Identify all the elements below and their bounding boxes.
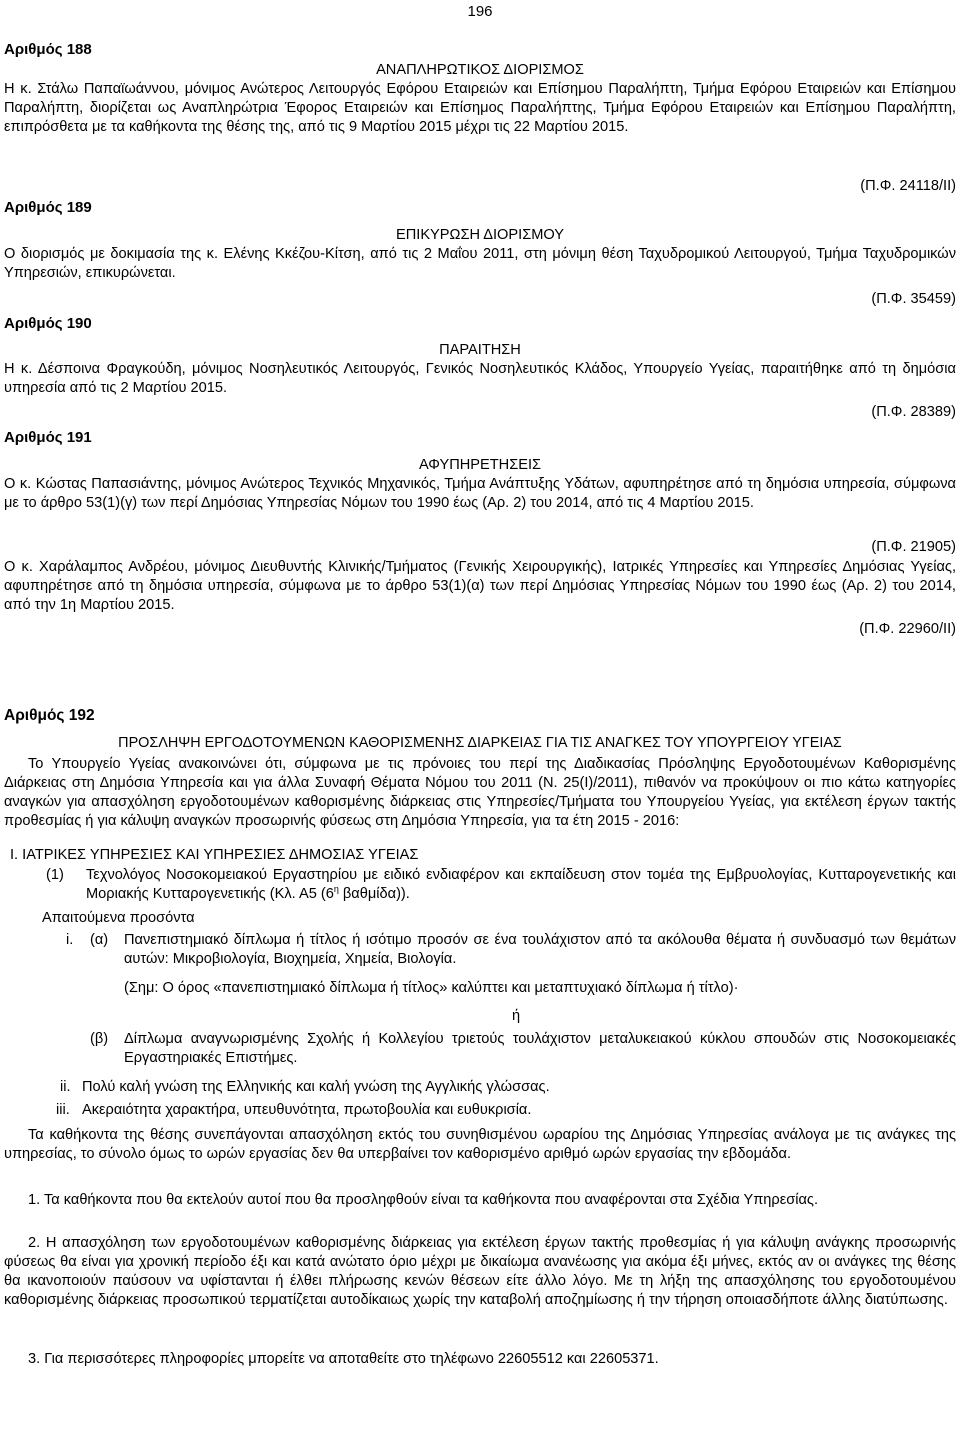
paragraph-3: 3. Για περισσότερες πληροφορίες μπορείτε να αποταθείτε στο τηλέφωνο 22605512 και 22605371. xyxy=(28,1351,659,1367)
notice-ref-191-a: (Π.Φ. 21905) xyxy=(871,539,956,555)
item-1-label: (1) xyxy=(46,867,64,883)
notice-number-189: Αριθμός 189 xyxy=(4,199,92,216)
notice-title-188: ΑΝΑΠΛΗΡΩΤΙΚΟΣ ΔΙΟΡΙΣΜΟΣ xyxy=(376,62,584,78)
item-1 xyxy=(46,866,956,904)
notice-number-191: Αριθμός 191 xyxy=(4,429,92,446)
notice-ref-189: (Π.Φ. 35459) xyxy=(871,291,956,307)
notice-title-191: ΑΦΥΠΗΡΕΤΗΣΕΙΣ xyxy=(418,457,542,473)
required-qualifications-label: Απαιτούμενα προσόντα xyxy=(42,910,195,926)
duties-paragraph: Τα καθήκοντα της θέσης συνεπάγονται απασχόληση εκτός του συνηθισμένου ωραρίου της Δημόσιας Υπηρεσίας ανάλογα με τις ανάγκες της υπηρεσίας, το σύνολο όμως το ωρών εργασίας δεν θα υπερβαίνει τον καθορισμένο αριθμό ωρών εργασίας την εβδομάδα. xyxy=(4,1127,956,1162)
qualification-b-text: Δίπλωμα αναγνωρισμένης Σχολής ή Κολλεγίου τριετούς τουλάχιστον μεταλυκειακού κύκλου σπουδών στις Νοσοκομειακές Εργαστηριακές Επιστήμες. xyxy=(124,1031,956,1066)
notice-number-190: Αριθμός 190 xyxy=(4,315,92,332)
notice-body-190: Η κ. Δέσποινα Φραγκούδη, μόνιμος Νοσηλευτικός Λειτουργός, Γενικός Νοσηλευτικός Κλάδος, Υπουργείο Υγείας, παραιτήθηκε από τη δημόσια υπηρεσία από τις 2 Μαρτίου 2015. xyxy=(4,361,956,396)
notice-body-189: Ο διορισμός με δοκιμασία της κ. Ελένης Κκέζου-Κίτση, από τις 2 Μαΐου 2011, στη μόνιμη θέση Ταχυδρομικού Λειτουργού, Τμήμα Ταχυδρομικών Υπηρεσιών, επικυρώνεται. xyxy=(4,246,956,281)
qualification-or: ή xyxy=(512,1008,521,1024)
notice-ref-191-b: (Π.Φ. 22960/ΙΙ) xyxy=(859,621,956,637)
item-1-text-tail: βαθμίδα)). xyxy=(338,886,410,902)
qualification-a-text: Πανεπιστημιακό δίπλωμα ή τίτλος ή ισότιμο προσόν σε ένα τουλάχιστον από τα ακόλουθα θέματα ή συνδυασμό των θεμάτων αυτών: Μικροβιολογία, Βιοχημεία, Χημεία, Βιολογία. xyxy=(124,932,956,967)
qualification-a-label: (α) xyxy=(90,932,109,948)
qualification-note: (Σημ: Ο όρος «πανεπιστημιακό δίπλωμα ή τίτλος» καλύπτει και μεταπτυχιακό δίπλωμα ή τίτλο)· xyxy=(124,980,739,996)
item-1-sup: η xyxy=(333,884,339,895)
notice-body-188: Η κ. Στάλω Παπαϊωάννου, μόνιμος Ανώτερος Λειτουργός Εφόρου Εταιρειών και Επίσημου Παραλήπτη, Τμήμα Εφόρου Εταιρειών και Επίσημου Παραλήπτη, διορίζεται ως Αναπληρώτρια Έφορος Εταιρειών και Επίσημος Παραλήπτης, Τμήμα Εφόρου Εταιρειών και Επίσημου Παραλήπτη, επιπρόσθετα με τα καθήκοντα της θέσης της, από τις 9 Μαρτίου 2015 μέχρι τις 22 Μαρτίου 2015. xyxy=(4,81,956,135)
notice-number-192: Αριθμός 192 xyxy=(4,707,95,724)
section-heading-I: Ι. ΙΑΤΡΙΚΕΣ ΥΠΗΡΕΣΙΕΣ ΚΑΙ ΥΠΗΡΕΣΙΕΣ ΔΗΜΟΣΙΑΣ ΥΓΕΙΑΣ xyxy=(10,847,419,863)
notice-title-192: ΠΡΟΣΛΗΨΗ ΕΡΓΟΔΟΤΟΥΜΕΝΩΝ ΚΑΘΟΡΙΣΜΕΝΗΣ ΔΙΑΡΚΕΙΑΣ ΓΙΑ ΤΙΣ ΑΝΑΓΚΕΣ ΤΟΥ ΥΠΟΥΡΓΕΙΟΥ ΥΓΕΙΑΣ xyxy=(118,735,842,751)
qualification-iii-label: iii. xyxy=(56,1102,70,1118)
qualification-b-label: (β) xyxy=(90,1031,109,1047)
qualification-i-label: i. xyxy=(66,932,74,948)
notice-body-191-b: Ο κ. Χαράλαμπος Ανδρέου, μόνιμος Διευθυντής Κλινικής/Τμήματος (Γενικής Χειρουργικής), Ιατρικές Υπηρεσίες και Υπηρεσίες Δημόσιας Υγείας, αφυπηρέτησε από τη δημόσια υπηρεσία, σύμφωνα με το άρθρο 53(1)(α) των περί Δημόσιας Υπηρεσίας Νόμων του 1990 έως (Αρ. 2) του 2014, από την 1η Μαρτίου 2015. xyxy=(4,559,956,613)
qualification-ii-text: Πολύ καλή γνώση της Ελληνικής και καλή γνώση της Αγγλικής γλώσσας. xyxy=(82,1079,550,1095)
qualification-iii-text: Ακεραιότητα χαρακτήρα, υπευθυνότητα, πρωτοβουλία και ευθυκρισία. xyxy=(82,1102,532,1118)
qualification-ii-label: ii. xyxy=(60,1079,71,1095)
notice-body-191-a: Ο κ. Κώστας Παπασιάντης, μόνιμος Ανώτερος Τεχνικός Μηχανικός, Τμήμα Ανάπτυξης Υδάτων, αφυπηρέτησε από τη δημόσια υπηρεσία, σύμφωνα με το άρθρο 53(1)(γ) των περί Δημόσιας Υπηρεσίας Νόμων του 1990 έως (Αρ. 2) του 2014, από τις 4 Μαρτίου 2015. xyxy=(4,476,956,511)
notice-intro-192: Το Υπουργείο Υγείας ανακοινώνει ότι, σύμφωνα με τις πρόνοιες του περί της Διαδικασίας Πρόσληψης Εργοδοτουμένων Καθορισμένης Διάρκειας στη Δημόσια Υπηρεσία και για άλλα Συναφή Θέματα Νόμου του 2011 (Ν. 25(Ι)/2011), πιθανόν να προκύψουν οι πιο κάτω κατηγορίες αναγκών για απασχόληση εργοδοτουμένων καθορισμένης διάρκειας στις Υπηρεσίες/Τμήματα του Υπουργείου Υγείας, για εκτέλεση έργων τακτής προθεσμίας ή για κάλυψη αναγκών προσωρινής φύσεως στη Δημόσια Υπηρεσία, για τα έτη 2015 - 2016: xyxy=(4,756,956,829)
page-number: 196 xyxy=(467,3,493,20)
notice-number-188: Αριθμός 188 xyxy=(4,41,92,58)
qualification-b xyxy=(90,1030,956,1068)
paragraph-2: 2. Η απασχόληση των εργοδοτουμένων καθορισμένης διάρκειας για εκτέλεση έργων τακτής προθεσμίας ή για κάλυψη ανάγκης προσωρινής φύσεως θα είναι για χρονική περίοδο έξι και κατά ανώτατο όριο μέχρι με δικαίωμα ανανέωσης για ακόμα έξι μήνες, εκτός αν οι ανάγκες της θέσης θα ικανοποιούν παύσουν να υφίστανται ή έλθει πλήρωσης κενών θέσεων είτε άλλο λόγο. Με τη λήξη της απασχόλησης του εργοδοτουμένου καθορισμένης διάρκειας προσωπικού τερματίζεται αυτοδίκαιως χωρίς την καταβολή αποζημίωσης ή την τήρηση οποιασδήποτε άλλης διατύπωσης. xyxy=(4,1235,956,1308)
notice-ref-190: (Π.Φ. 28389) xyxy=(871,404,956,420)
item-1-text xyxy=(86,866,956,904)
item-1-text-main: Τεχνολόγος Νοσοκομειακού Εργαστηρίου με ειδικό ενδιαφέρον και εκπαίδευση στον τομέα της Εμβρυολογίας, Κυτταρογενετικής και Μοριακής Κυτταρογενετικής (Κλ. Α5 (6 xyxy=(86,867,956,902)
paragraph-1: 1. Τα καθήκοντα που θα εκτελούν αυτοί που θα προσληφθούν είναι τα καθήκοντα που αναφέρονται στα Σχέδια Υπηρεσίας. xyxy=(28,1192,818,1208)
qualification-i xyxy=(66,931,956,969)
notice-ref-188: (Π.Φ. 24118/ΙΙ) xyxy=(860,178,956,194)
notice-title-190: ΠΑΡΑΙΤΗΣΗ xyxy=(439,342,521,358)
notice-title-189: ΕΠΙΚΥΡΩΣΗ ΔΙΟΡΙΣΜΟΥ xyxy=(396,227,564,243)
